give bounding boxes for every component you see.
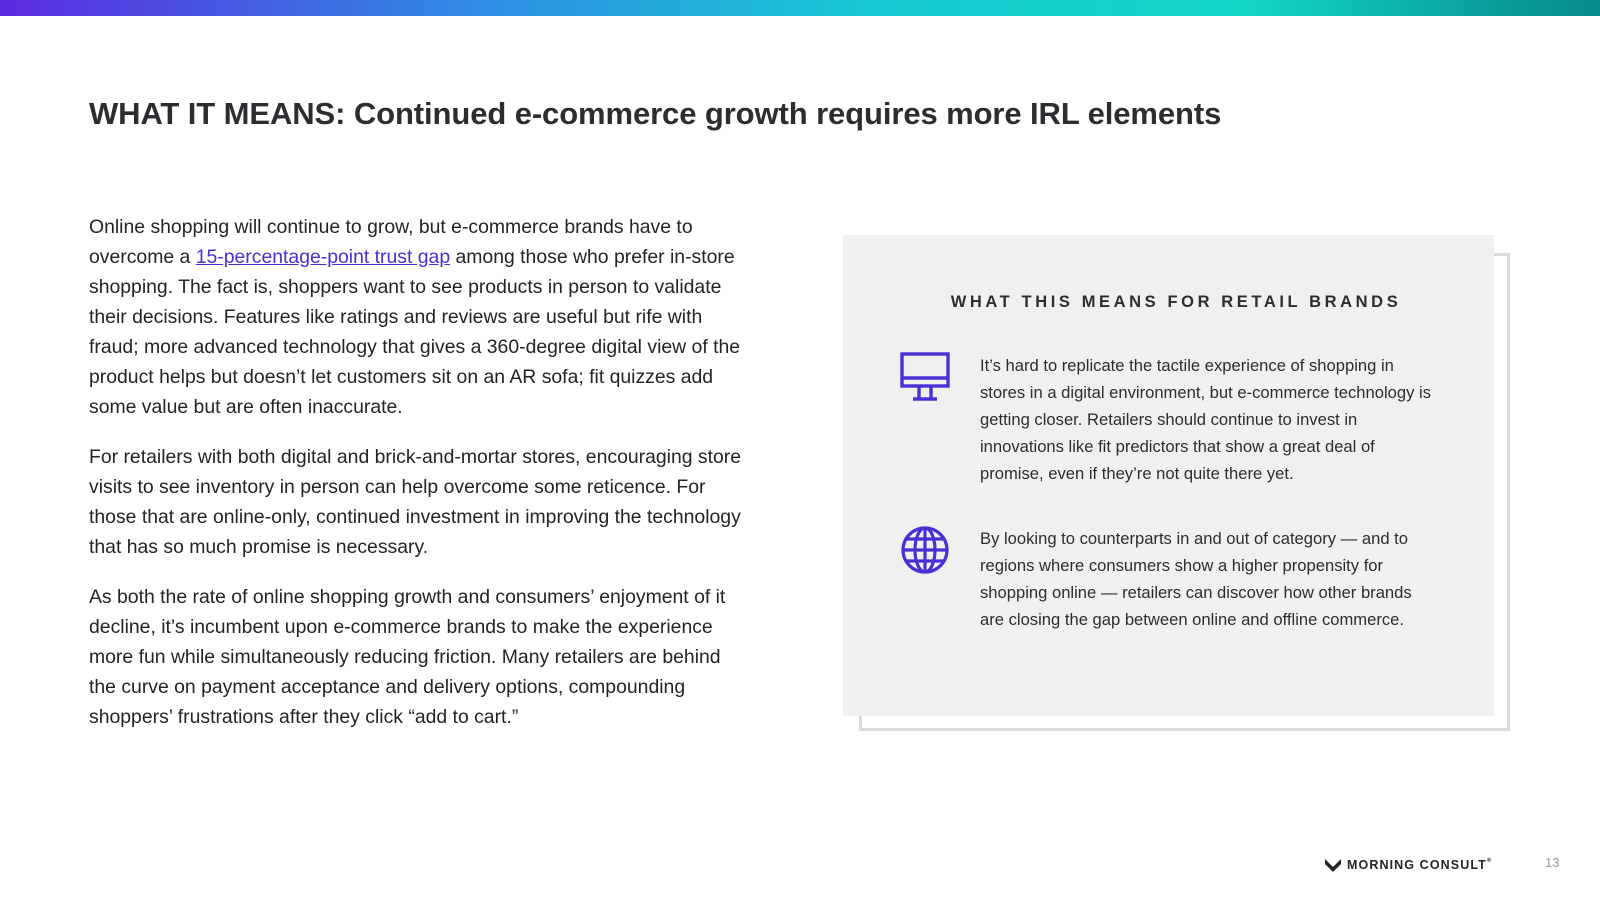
page-number: 13 — [1545, 855, 1560, 870]
gradient-top-bar — [0, 0, 1600, 16]
body-paragraph-3: As both the rate of online shopping growth and consumers’ enjoyment of it decline, it’s incumbent upon e-commerce brands to make the experience more fun while simultaneously reducing friction. Many retailers are behind the curve on payment acceptance and delivery options, compounding shoppers’ frustrations after they click “add to cart.” — [89, 586, 726, 728]
callout-item-1-text: It’s hard to replicate the tactile experience of shopping in stores in a digital environment, but e-commerce technology is getting closer. Retailers should continue to invest in innovations like fit predictors that show a great deal of promise, even if they’re not quite there yet. — [980, 356, 1432, 483]
desktop-monitor-icon — [900, 352, 950, 402]
callout-box — [843, 235, 1494, 716]
logo-mark-icon — [1325, 858, 1341, 872]
callout-item-2-text: By looking to counterparts in and out of category — and to regions where consumers show a higher propensity for shopping online — retailers can discover how other brands are closing the gap between online and offline commerce. — [980, 529, 1412, 629]
body-text-column — [89, 212, 747, 752]
paragraph-1-rest: among those who prefer in-store shopping. The fact is, shoppers want to see products in person to validate their decisions. Features like ratings and reviews are useful but rife with fraud; more advanced technology that gives a 360-degree digital view of the product helps but doesn’t let customers sit on an AR sofa; fit quizzes add some value but are often inaccurate. — [89, 246, 741, 418]
page-title: WHAT IT MEANS: Continued e-commerce growth requires more IRL elements — [89, 96, 1222, 131]
body-paragraph-2: For retailers with both digital and brick-and-mortar stores, encouraging store visits to see inventory in person can help overcome some reticence. For those that are online-only, continued investment in improving the technology that has so much promise is necessary. — [89, 446, 742, 558]
paragraph-1-intro: Online shopping will continue to grow, but e-commerce brands have to overcome a — [89, 216, 693, 268]
callout-heading: WHAT THIS MEANS FOR RETAIL BRANDS — [950, 293, 1402, 311]
logo-wordmark: MORNING CONSULT® — [1347, 858, 1493, 872]
trust-gap-link[interactable]: 15-percentage-point trust gap — [195, 246, 451, 268]
body-paragraph-1 — [89, 212, 747, 422]
morning-consult-logo — [1325, 855, 1492, 875]
globe-icon — [900, 525, 950, 575]
